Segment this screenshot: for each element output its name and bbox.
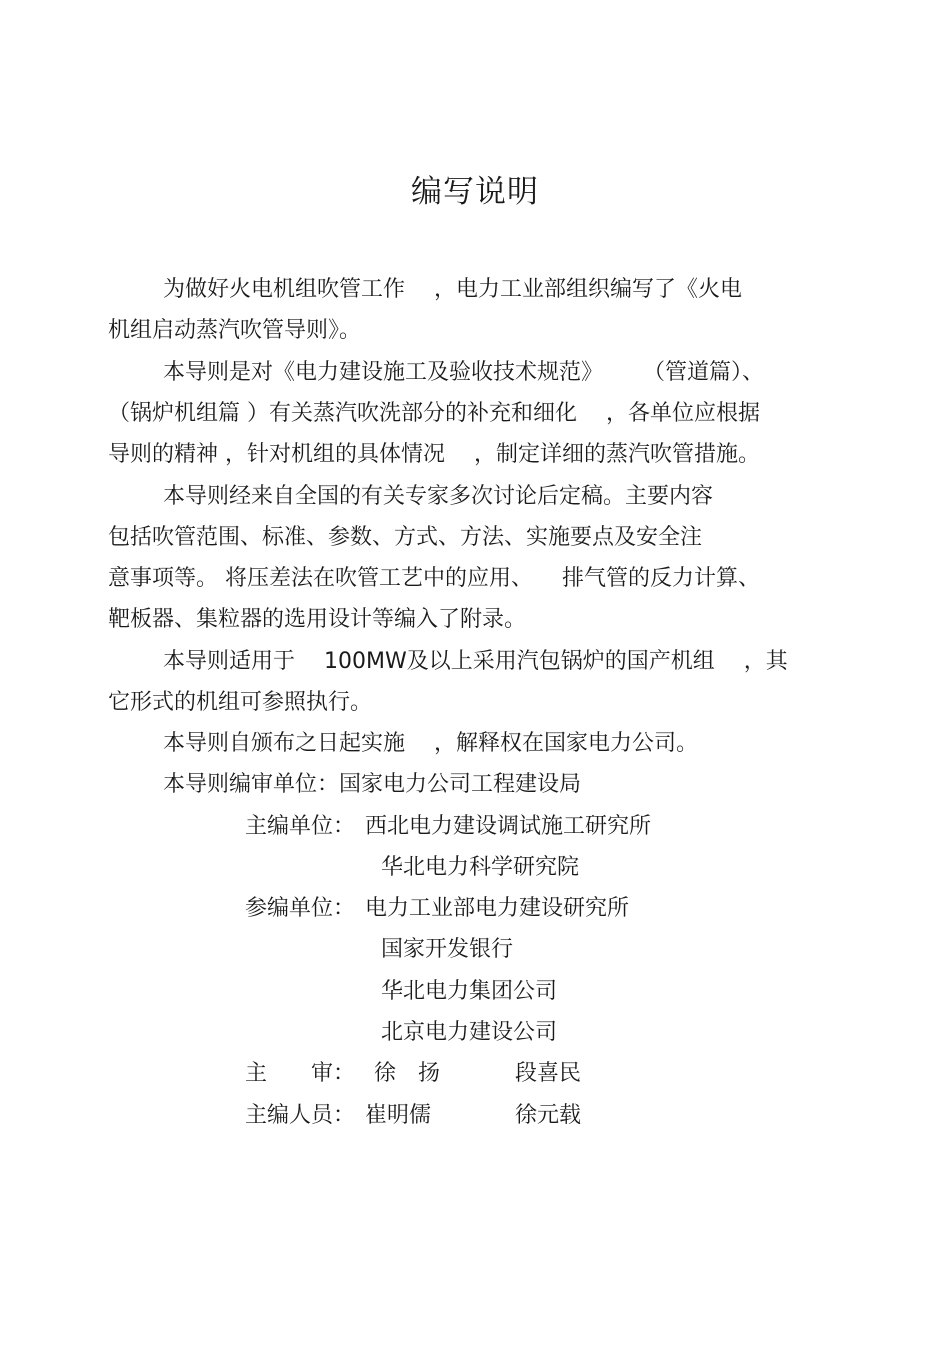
paragraph-4-line-1: 本导则适用于 100MW及以上采用汽包锅炉的国产机组 ，其 <box>163 649 788 674</box>
paragraph-6-line-1: 本导则编审单位：国家电力公司工程建设局 <box>163 772 582 797</box>
paragraph-1-line-1: 为做好火电机组吹管工作 ，电力工业部组织编写了《火电 <box>163 277 742 302</box>
reviewer-label: 主 审： <box>245 1061 356 1086</box>
page-title: 编写说明 <box>411 174 539 210</box>
chief-editor-unit: 华北电力科学研究院 <box>381 855 580 880</box>
paragraph-4-line-2: 它形式的机组可参照执行。 <box>108 690 373 715</box>
paragraph-1-line-2: 机组启动蒸汽吹管导则》。 <box>108 318 362 343</box>
reviewer-name: 徐 扬 <box>374 1061 441 1086</box>
paragraph-3-line-2: 包括吹管范围、标准、参数、方式、方法、实施要点及安全注 <box>108 525 703 550</box>
co-editor-label: 参编单位： <box>245 896 356 921</box>
paragraph-3-line-4: 靶板器、集粒器的选用设计等编入了附录。 <box>108 607 527 632</box>
co-editor-unit: 国家开发银行 <box>381 937 514 962</box>
paragraph-3-line-3: 意事项等。 将压差法在吹管工艺中的应用、 排气管的反力计算、 <box>108 566 760 591</box>
co-editor-unit: 华北电力集团公司 <box>381 979 558 1004</box>
paragraph-2-line-2: （锅炉机组篇 ）有关蒸汽吹洗部分的补充和细化 ，各单位应根据 <box>108 401 760 426</box>
chief-editor-unit: 西北电力建设调试施工研究所 <box>365 814 652 839</box>
co-editor-unit: 电力工业部电力建设研究所 <box>365 896 630 921</box>
paragraph-5-line-1: 本导则自颁布之日起实施 ，解释权在国家电力公司。 <box>163 731 698 756</box>
paragraph-3-line-1: 本导则经来自全国的有关专家多次讨论后定稿。主要内容 <box>163 484 714 509</box>
editor-name: 徐元载 <box>515 1103 582 1128</box>
paragraph-2-line-1: 本导则是对《电力建设施工及验收技术规范》 （管道篇）、 <box>163 360 764 385</box>
chief-editor-label: 主编单位： <box>245 814 356 839</box>
editor-name: 崔明儒 <box>365 1103 432 1128</box>
co-editor-unit: 北京电力建设公司 <box>381 1020 558 1045</box>
editors-label: 主编人员： <box>245 1103 356 1128</box>
paragraph-2-line-3: 导则的精神 ，针对机组的具体情况 ，制定详细的蒸汽吹管措施。 <box>108 442 760 467</box>
reviewer-name: 段喜民 <box>515 1061 582 1086</box>
